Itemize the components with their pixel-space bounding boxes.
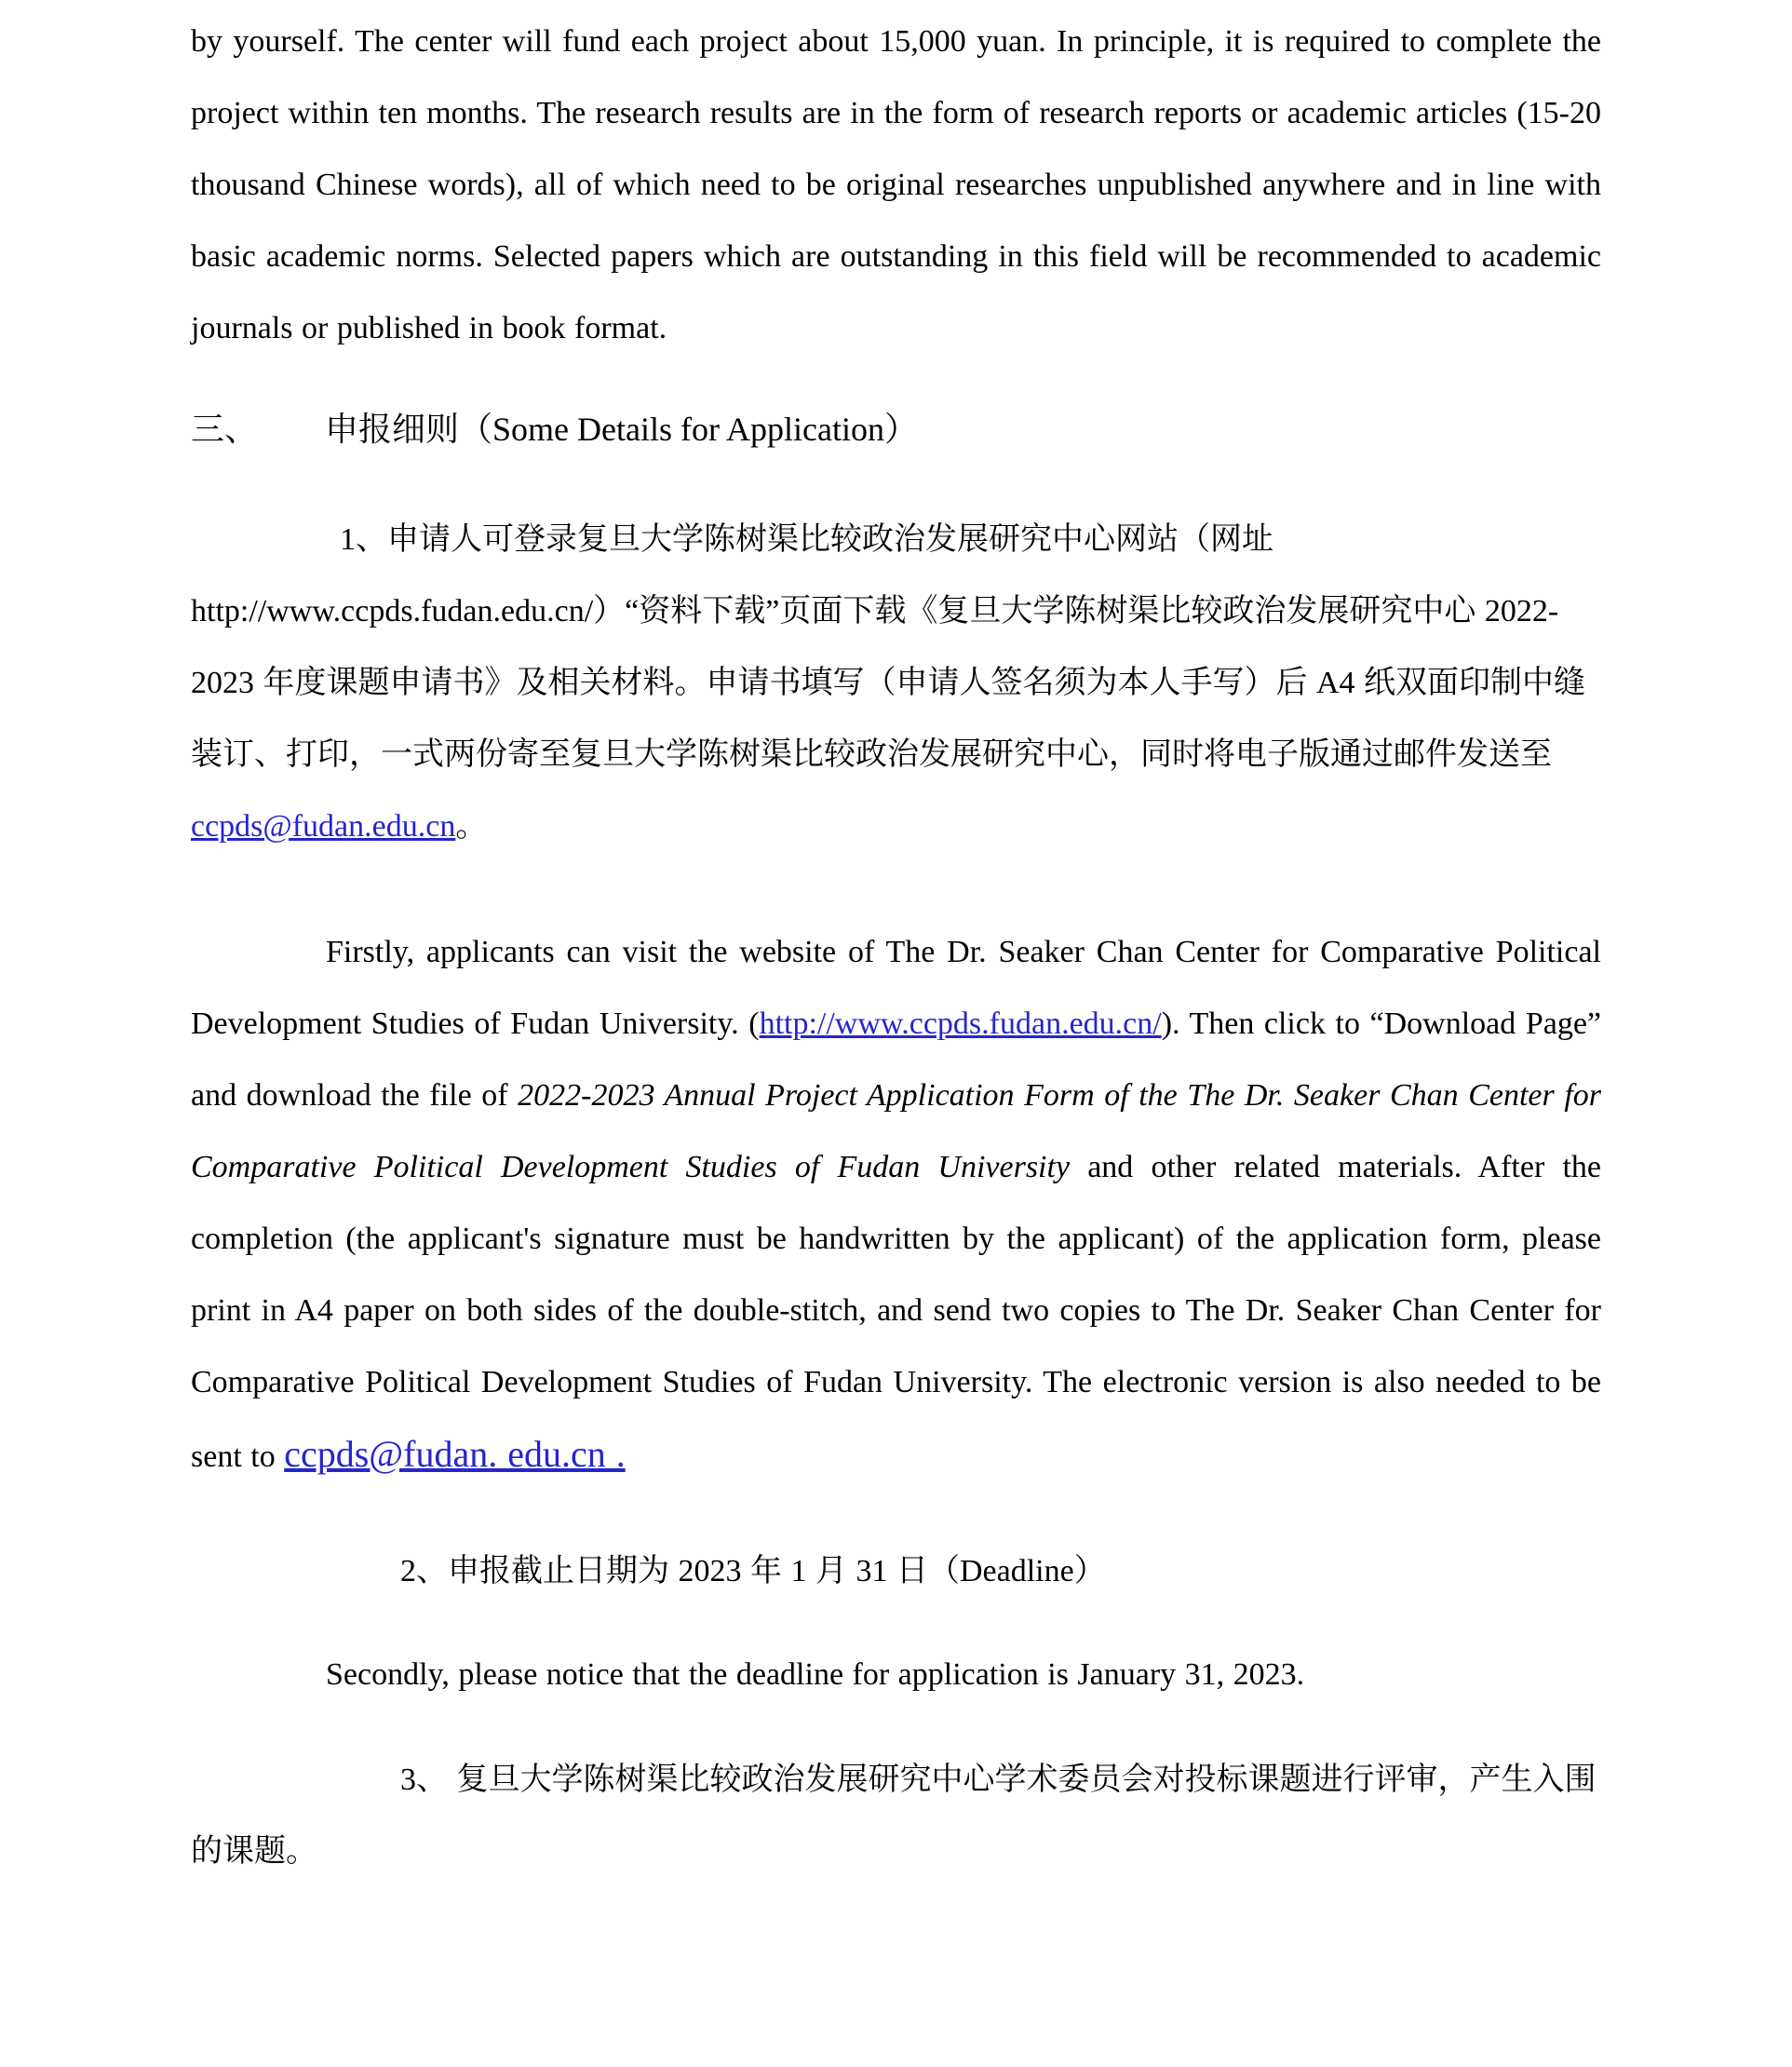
paragraph-review-cn	[191, 1744, 1601, 1887]
paragraph-deadline-cn	[191, 1535, 1601, 1607]
heading-title: 申报细则（Some Details for Application）	[325, 411, 918, 448]
text-run: ). Then click to “Download Page” and download the file of	[191, 1006, 1601, 1113]
heading-number: 三、	[191, 411, 259, 448]
text-run: 3、 复旦大学陈树渠比较政治发展研究中心学术委员会对投标课题进行评审，产生入围的课题。	[191, 1763, 1597, 1869]
text-run: and other related materials. After the completion (the applicant's signature must be handwritten by the applicant) of the application form, please print in A4 paper on both sides of the double-stitch, and send two copies to The Dr. Seaker Chan Center for Comparative Political Development Studies of Fudan University. The electronic version is also needed to be sent to	[191, 1150, 1601, 1474]
url-link-ccpds-site[interactable]: http://www.ccpds.fudan.edu.cn/	[759, 1006, 1162, 1041]
paragraph-application-en	[191, 916, 1601, 1493]
text-run: 2、申报截止日期为 2023 年 1 月 31 日（Deadline）	[400, 1554, 1106, 1588]
paragraph-deadline-en	[191, 1639, 1601, 1710]
text-run: Firstly, applicants can visit the website of The Dr. Seaker Chan Center for Comparative Political Development Studies of Fudan University. (	[191, 935, 1601, 1041]
text-run: 1、申请人可登录复旦大学陈树渠比较政治发展研究中心网站（网址 http://www.ccpds.fudan.edu.cn/）“资料下载”页面下载《复旦大学陈树渠比较政治发展研究中心 2022-2023 年度课题申请书》及相关材料。申请书填写（申请人签名须为本人手写）后 A4 纸双面印制中缝装订、打印，一式两份寄至复旦大学陈树渠比较政治发展研究中心，同时将电子版通过邮件发送至	[191, 522, 1586, 772]
text-run-form-title: 2022-2023 Annual Project Application Form of the The Dr. Seaker Chan Center for Comparative Political Development Studies of Fudan University	[191, 1078, 1601, 1184]
paragraph-funding-continuation	[191, 6, 1601, 364]
email-link-ccpds-cn[interactable]: ccpds@fudan.edu.cn	[191, 809, 456, 844]
text-run: by yourself. The center will fund each project about 15,000 yuan. In principle, it is required to complete the project within ten months. The research results are in the form of research reports or academic articles (15-20 thousand Chinese words), all of which need to be original researches unpublished anywhere and in line with basic academic norms. Selected papers which are outstanding in this field will be recommended to academic journals or published in book format.	[191, 24, 1601, 345]
heading-section-3	[191, 392, 1601, 466]
paragraph-application-cn	[191, 504, 1601, 862]
text-run: 。	[455, 809, 488, 844]
email-link-ccpds-en[interactable]: ccpds@fudan. edu.cn .	[284, 1433, 626, 1475]
text-run: Secondly, please notice that the deadline for application is January 31, 2023.	[326, 1657, 1305, 1692]
